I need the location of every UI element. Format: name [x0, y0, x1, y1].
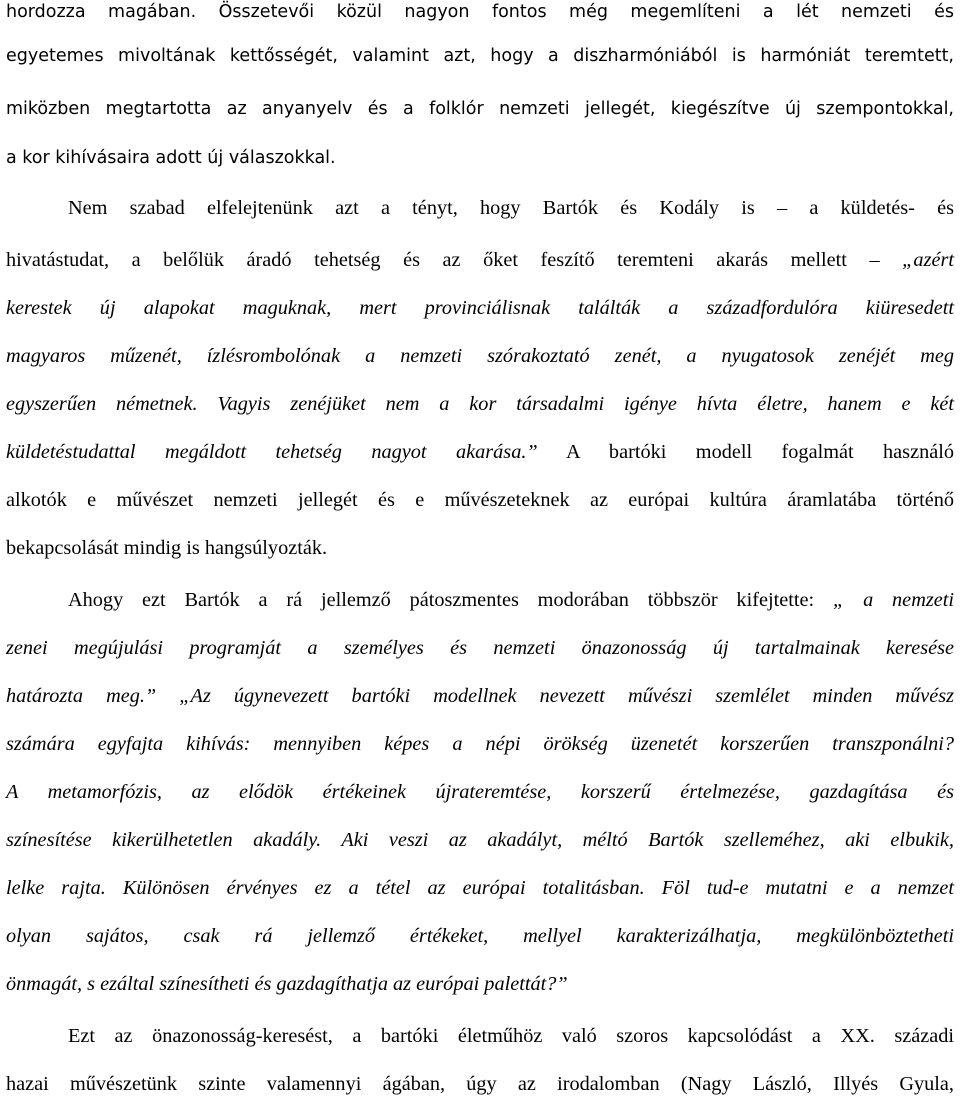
- quote-line: magyaros műzenét, ízlésrombolónak a nemzeti szórakoztató zenét, a nyugatosok zenéjét meg: [6, 345, 954, 367]
- quote-line: zenei megújulási programját a személyes és nemzeti önazonosság új tartalmainak keresése: [6, 637, 954, 659]
- text-line: [6, 441, 954, 464]
- quote-line: számára egyfajta kihívás: mennyiben képes a népi örökség üzenetét korszerűen transzponálni?: [6, 733, 954, 755]
- text-run: Ahogy ezt Bartók a rá jellemző pátoszmentes modorában többször kifejtette:: [68, 589, 833, 611]
- quote-run: Vagyis zenéjüket nem a kor társadalmi igénye hívta életre, hanem e két: [197, 393, 954, 415]
- text-run: hivatástudat, a belőlük áradó tehetség és az őket feszítő teremteni akarás mellett –: [6, 249, 903, 271]
- text-line: miközben megtartotta az anyanyelv és a folklór nemzeti jellegét, kiegészítve új szempontokkal,: [6, 99, 954, 119]
- quote-run: határozta meg.”: [6, 685, 157, 707]
- text-line: egyetemes mivoltának kettősségét, valamint azt, hogy a diszharmóniából is harmóniát teremtett,: [6, 46, 954, 66]
- quote-line: színesítése kikerülhetetlen akadály. Aki veszi az akadályt, méltó Bartók szelleméhez, aki elbukik,: [6, 829, 954, 851]
- text-run: A bartóki modell fogalmát használó: [537, 441, 954, 463]
- quote-line: önmagát, s ezáltal színesítheti és gazdagíthatja az európai palettát?”: [6, 973, 568, 995]
- quote-run: „ a nemzeti: [832, 589, 954, 611]
- text-line: [68, 589, 954, 612]
- text-line: alkotók e művészet nemzeti jellegét és e művészeteknek az európai kultúra áramlatába történő: [6, 489, 954, 511]
- quote-line: [6, 393, 954, 416]
- text-line: Ezt az önazonosság-keresést, a bartóki életműhöz való szoros kapcsolódást a XX. századi: [68, 1025, 954, 1047]
- quote-line: A metamorfózis, az elődök értékeinek újrateremtése, korszerű értelmezése, gazdagítása és: [6, 781, 954, 803]
- text-line: [6, 249, 954, 272]
- quote-line: lelke rajta. Különösen érvényes ez a tétel az európai totalitásban. Föl tud-e mutatni e a nemzet: [6, 877, 954, 899]
- text-line: hazai művészetünk szinte valamennyi ágában, úgy az irodalomban (Nagy László, Illyés Gyula,: [6, 1073, 954, 1095]
- text-line: a kor kihívásaira adott új válaszokkal.: [6, 148, 336, 168]
- text-line: Nem szabad elfelejtenünk azt a tényt, hogy Bartók és Kodály is – a küldetés- és: [68, 197, 954, 219]
- quote-run: küldetéstudattal megáldott tehetség nagyot akarása.”: [6, 441, 538, 463]
- text-line: bekapcsolását mindig is hangsúlyozták.: [6, 537, 328, 559]
- quote-line: [6, 685, 954, 708]
- quote-run: „Az úgynevezett bartóki modellnek nevezett művészi szemlélet minden művész: [156, 685, 955, 707]
- quote-run: egyszerűen németnek.: [6, 393, 198, 415]
- text-line: hordozza magában. Összetevői közül nagyon fontos még megemlíteni a lét nemzeti és: [6, 2, 954, 22]
- quote-run: „azért: [902, 249, 954, 271]
- quote-line: kerestek új alapokat maguknak, mert provinciálisnak találták a századfordulóra kiüresedett: [6, 297, 954, 319]
- quote-line: olyan sajátos, csak rá jellemző értékeket, mellyel karakterizálhatja, megkülönböztetheti: [6, 925, 954, 947]
